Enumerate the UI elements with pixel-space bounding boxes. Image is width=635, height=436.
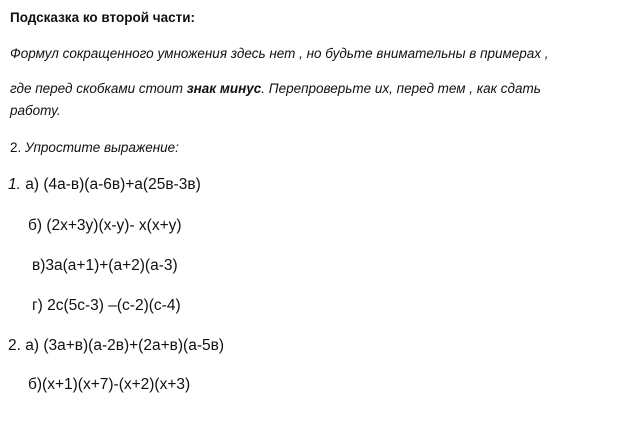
exercise-1a-text: а) (4а-в)(а-6в)+а(25в-3в)	[20, 176, 201, 193]
exercise-2a: 2. а) (3а+в)(а-2в)+(2а+в)(а-5в)	[8, 337, 224, 354]
exercise-group-1-number: 1.	[8, 176, 21, 193]
task-number: 2.	[10, 140, 22, 155]
task-text: Упростите выражение:	[21, 140, 179, 155]
hint-line-2-end: . Перепроверьте их, перед тем , как сдать	[261, 81, 541, 96]
hint-line-2-start: где перед скобками стоит	[10, 81, 187, 96]
exercise-1v: в)3а(а+1)+(а+2)(а-3)	[32, 257, 178, 274]
exercise-1g: г) 2с(5с-3) –(с-2)(с-4)	[32, 297, 181, 314]
hint-title: Подсказка ко второй части:	[10, 10, 196, 25]
task-heading	[10, 140, 179, 155]
exercise-1b: б) (2х+3у)(х-у)- х(х+у)	[28, 217, 182, 234]
hint-line-1: Формул сокращенного умножения здесь нет , но будьте внимательны в примерах ,	[10, 46, 549, 61]
hint-line-2	[10, 81, 541, 96]
hint-line-3: работу.	[10, 103, 61, 118]
hint-emphasis-minus-sign: знак минус	[186, 81, 262, 96]
exercise-2b: б)(х+1)(х+7)-(х+2)(х+3)	[28, 376, 191, 393]
exercise-1a	[8, 176, 201, 194]
